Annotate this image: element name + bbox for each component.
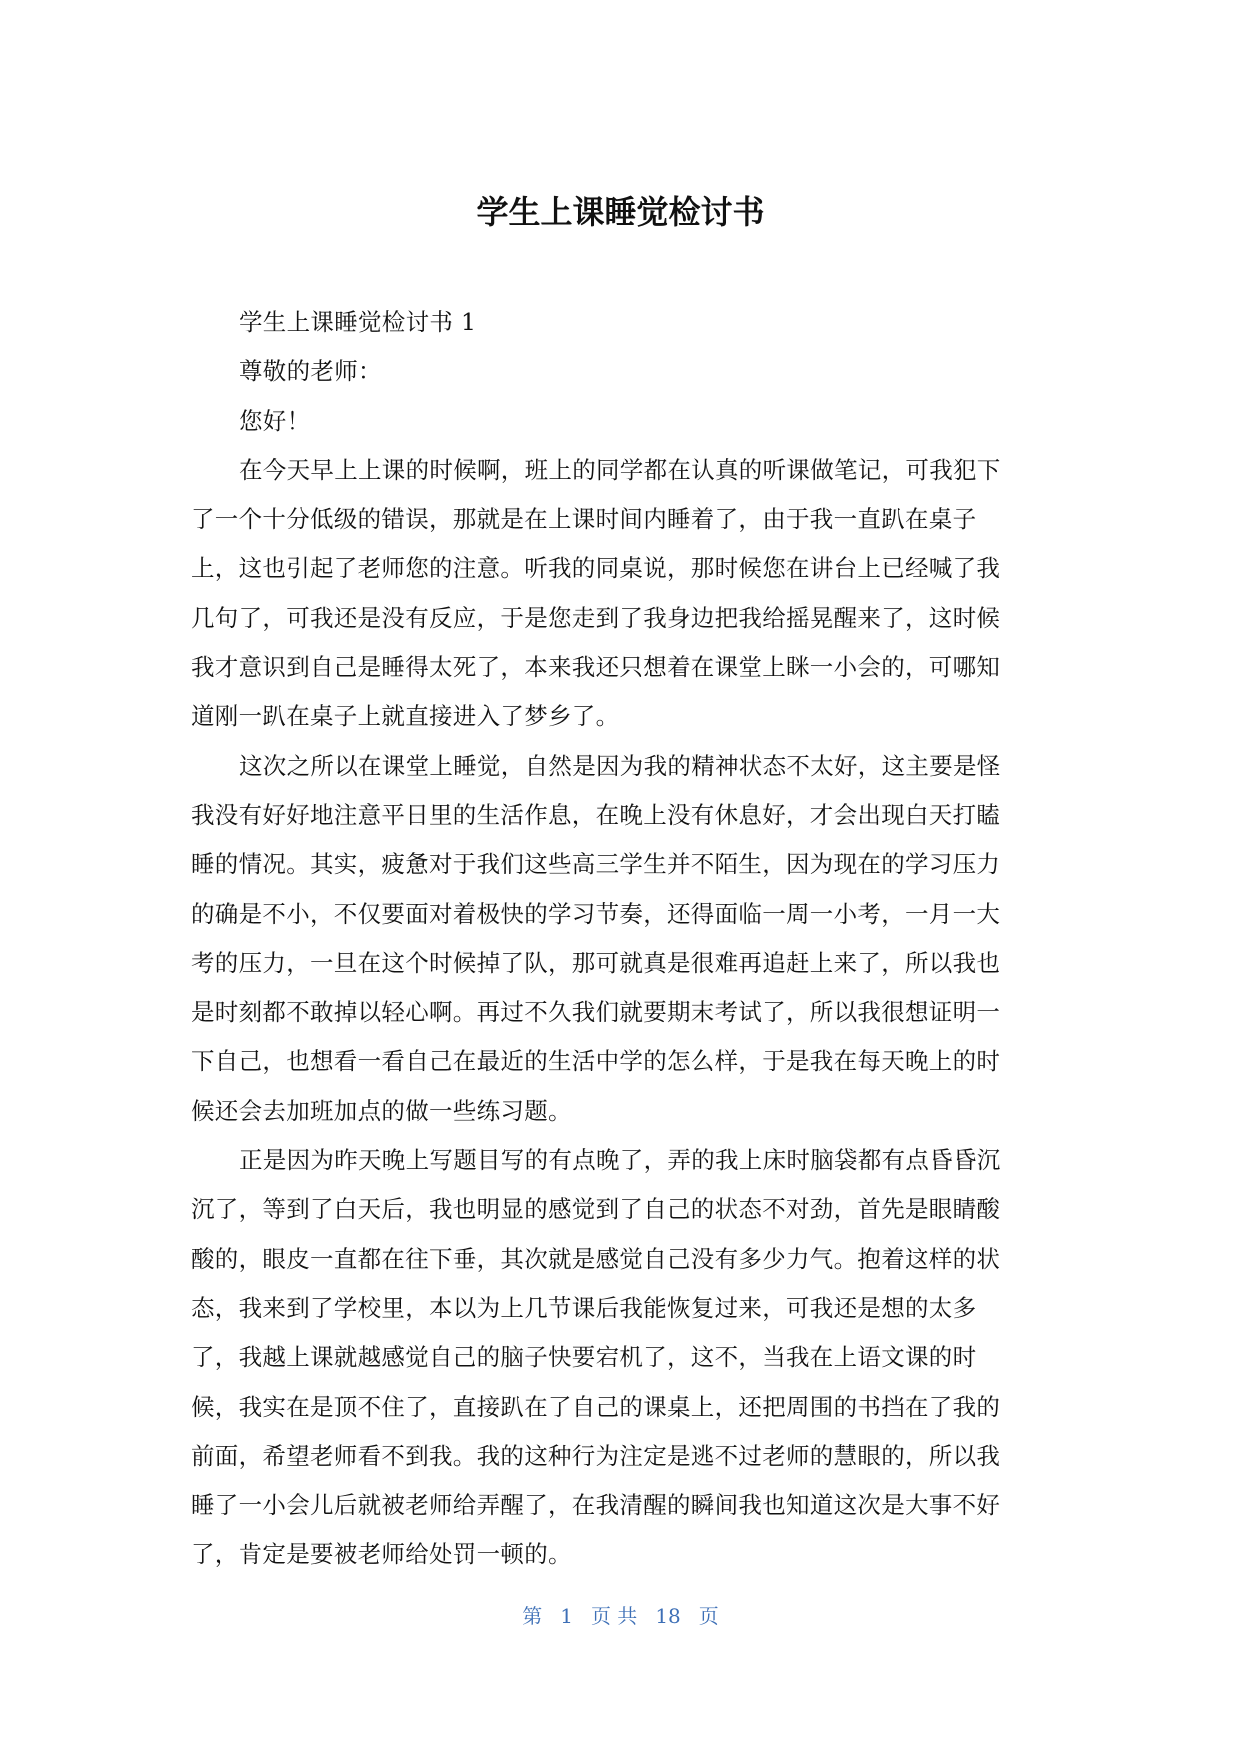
text-line: 您好！	[239, 406, 311, 435]
text-line: 候还会去加班加点的做一些练习题。	[191, 1096, 572, 1125]
footer-suffix: 页	[698, 1604, 719, 1628]
text-line: 学生上课睡觉检讨书 1	[239, 308, 477, 336]
text-line: 酸的，眼皮一直都在往下垂，其次就是感觉自己没有多少力气。抱着这样的状	[191, 1244, 1001, 1273]
footer-total-pages: 18	[655, 1604, 681, 1628]
footer-page-number: 1	[560, 1604, 573, 1628]
text-line: 态，我来到了学校里，本以为上几节课后我能恢复过来，可我还是想的太多	[191, 1293, 977, 1322]
text-line: 我没有好好地注意平日里的生活作息，在晚上没有休息好，才会出现白天打瞌	[191, 800, 1001, 829]
text-line: 是时刻都不敢掉以轻心啊。再过不久我们就要期末考试了，所以我很想证明一	[191, 998, 1001, 1027]
text-line: 下自己，也想看一看自己在最近的生活中学的怎么样，于是我在每天晚上的时	[191, 1047, 1001, 1076]
page-footer	[0, 1601, 1241, 1631]
text-line: 候，我实在是顶不住了，直接趴在了自己的课桌上，还把周围的书挡在了我的	[191, 1392, 1001, 1421]
text-line: 了，我越上课就越感觉自己的脑子快要宕机了，这不，当我在上语文课的时	[191, 1343, 977, 1372]
text-line: 了，肯定是要被老师给处罚一顿的。	[191, 1540, 572, 1569]
text-line: 上，这也引起了老师您的注意。听我的同桌说，那时候您在讲台上已经喊了我	[191, 554, 1001, 583]
text-line: 这次之所以在课堂上睡觉，自然是因为我的精神状态不太好，这主要是怪	[239, 751, 1001, 780]
text-line: 在今天早上上课的时候啊，班上的同学都在认真的听课做笔记，可我犯下	[239, 455, 1001, 484]
text-line: 前面，希望老师看不到我。我的这种行为注定是逃不过老师的慧眼的，所以我	[191, 1441, 1001, 1470]
text-line: 尊敬的老师：	[239, 357, 382, 386]
document-title: 学生上课睡觉检讨书	[476, 193, 765, 231]
document-body	[191, 298, 1051, 1580]
text-line: 睡的情况。其实，疲惫对于我们这些高三学生并不陌生，因为现在的学习压力	[191, 850, 1001, 879]
text-line: 考的压力，一旦在这个时候掉了队，那可就真是很难再追赶上来了，所以我也	[191, 948, 1001, 977]
text-line: 几句了，可我还是没有反应，于是您走到了我身边把我给摇晃醒来了，这时候	[191, 603, 1001, 632]
text-line: 正是因为昨天晚上写题目写的有点晚了，弄的我上床时脑袋都有点昏昏沉	[239, 1146, 1001, 1175]
footer-prefix: 第	[522, 1604, 543, 1628]
text-line: 睡了一小会儿后就被老师给弄醒了，在我清醒的瞬间我也知道这次是大事不好	[191, 1491, 1001, 1520]
text-line: 道刚一趴在桌子上就直接进入了梦乡了。	[191, 702, 620, 731]
footer-middle: 页 共	[590, 1604, 638, 1628]
text-line: 的确是不小，不仅要面对着极快的学习节奏，还得面临一周一小考，一月一大	[191, 899, 1001, 928]
text-line: 了一个十分低级的错误，那就是在上课时间内睡着了，由于我一直趴在桌子	[191, 505, 977, 534]
text-line: 我才意识到自己是睡得太死了，本来我还只想着在课堂上眯一小会的，可哪知	[191, 653, 1001, 682]
text-line: 沉了，等到了白天后，我也明显的感觉到了自己的状态不对劲，首先是眼睛酸	[191, 1195, 1001, 1224]
